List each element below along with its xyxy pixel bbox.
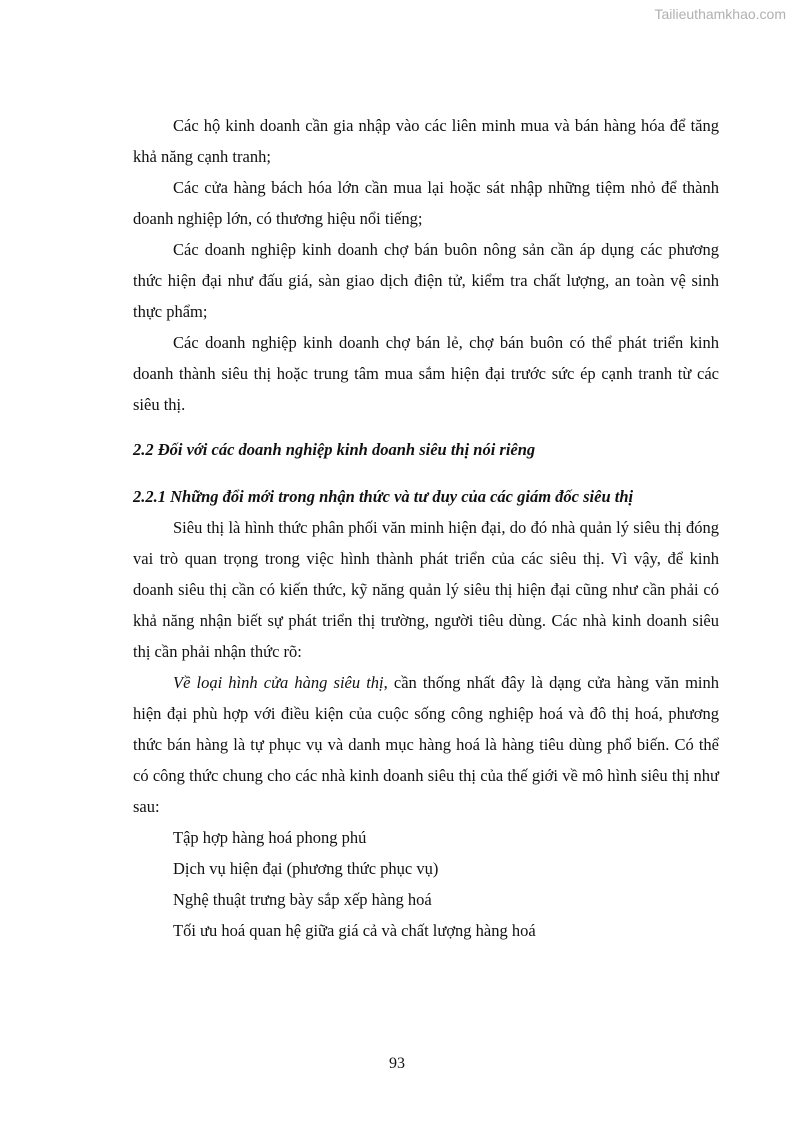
paragraph: Các cửa hàng bách hóa lớn cần mua lại hoặc sát nhập những tiệm nhỏ để thành doanh nghiệp lớn, có thương hiệu nổi tiếng; [133, 178, 719, 228]
formula-item: Tập hợp hàng hoá phong phú [173, 828, 367, 847]
subsection-heading: 2.2.1 Những đổi mới trong nhận thức và tư duy của các giám đốc siêu thị [133, 487, 634, 506]
page-number: 93 [389, 1055, 405, 1072]
paragraph-store-type [133, 667, 719, 822]
paragraph-text: , cần thống nhất đây là dạng cửa hàng văn minh hiện đại phù hợp với điều kiện của cuộc sống công nghiệp hoá và đô thị hoá, phương thức bán hàng là tự phục vụ và danh mục hàng hoá là hàng tiêu dùng phổ biến. Có thể có công thức chung cho các nhà kinh doanh siêu thị của thế giới về mô hình siêu thị như sau: [133, 673, 719, 816]
formula-item: Dịch vụ hiện đại (phương thức phục vụ) [173, 859, 439, 878]
paragraph: Các hộ kinh doanh cần gia nhập vào các liên minh mua và bán hàng hóa để tăng khả năng cạnh tranh; [133, 116, 719, 166]
italic-lead: Về loại hình cửa hàng siêu thị [173, 673, 384, 692]
watermark: Tailieuthamkhao.com [654, 6, 786, 22]
paragraph: Siêu thị là hình thức phân phối văn minh hiện đại, do đó nhà quản lý siêu thị đóng vai trò quan trọng trong việc hình thành phát triển của các siêu thị. Vì vậy, để kinh doanh siêu thị cần có kiến thức, kỹ năng quản lý siêu thị hiện đại cũng như cần phải có khả năng nhận biết sự phát triển thị trường, người tiêu dùng. Các nhà kinh doanh siêu thị cần phải nhận thức rõ: [133, 518, 719, 661]
formula-item: Nghệ thuật trưng bày sắp xếp hàng hoá [173, 890, 432, 909]
formula-item: Tối ưu hoá quan hệ giữa giá cả và chất lượng hàng hoá [173, 921, 536, 940]
paragraph: Các doanh nghiệp kinh doanh chợ bán buôn nông sản cần áp dụng các phương thức hiện đại như đấu giá, sàn giao dịch điện tử, kiểm tra chất lượng, an toàn vệ sinh thực phẩm; [133, 240, 719, 321]
paragraph: Các doanh nghiệp kinh doanh chợ bán lẻ, chợ bán buôn có thể phát triển kinh doanh thành siêu thị hoặc trung tâm mua sắm hiện đại trước sức ép cạnh tranh từ các siêu thị. [133, 333, 719, 414]
section-heading: 2.2 Đối với các doanh nghiệp kinh doanh siêu thị nói riêng [133, 440, 536, 459]
document-body [133, 110, 719, 946]
